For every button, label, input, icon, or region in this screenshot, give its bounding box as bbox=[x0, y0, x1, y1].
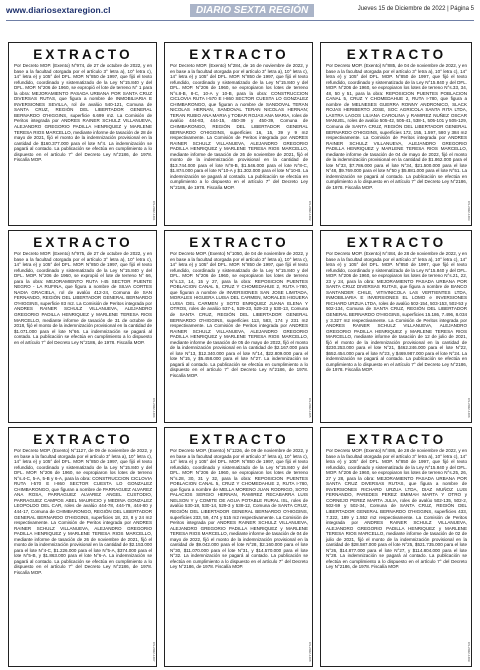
notice-title: EXTRACTO bbox=[33, 47, 133, 62]
notice-extracto bbox=[8, 230, 157, 423]
notice-extracto bbox=[8, 42, 157, 226]
notice-body: Por Decreto MOP. (Exento) N°284, de 16 de noviembre de 2022, y en base a la facultad otorgada por el artículo 3° letra a), 10° letra c), 14° letra e) y 105° del DFL. MOP. N°850 de 1997, que fijó el texto refundido, coordinado y sistematizado de la Ley N°15.840 y del DFL. MOP. N°206 de 1960, se expropiaron los lotes de terreno N°s.8-B, 8-C, 10-A y 10-B, para la obra: CONSTRUCCION CICLOVIA RUTA I-570 E I-860 SECTOR CUESTA LO GONZALEZ CHIMBARONGO, que figuran a nombre de SANDOVAL TERAN NICOLAS HERNAN, SANDOVAL TERAN NICOLAS HERNAN; TERAN RUBIO ANA MARIA y TOBAR ROJAS ANA MARIA, roles de avalúo 444-83, 444-15, 450-39 y 450-39, Comuna de CHIMBARONGO, REGIÓN DEL LIBERTADOR GENERAL BERNARDO O'HIGGINS, superficies 16, 15, 39 y 9 m2 respectivamente. La Comisión de Peritos integrada por ANDRES RAINER SCHULZ VILLANUEVA, ALEJANDRO GREGORIO PADILLA HENRIQUEZ y MARLENE TERESA RIOS MARCELLO, mediante informe de tasación de 26 de noviembre de 2021, fijó el monto de la indemnización provisional en la cantidad de $13.744.000 para el lote N°8-B, $1.546.000 para el lote N°8-C, $1.874.000 para el lote N°10-A y $1.302.000 para el lote N°10-B. La indemnización se pagará al contado. La publicación se efectúa en cumplimiento a lo dispuesto en el artículo 7° del Decreto Ley N°2186, de 1978. Fiscalía MOP. bbox=[170, 63, 308, 191]
notice-body: Por Decreto MOP. (Exento) N°486, de 28 de noviembre de 2022, y en base a la facultad otorgada por el artículo 3° letra a), 10° letra c), 14° letra e) y 105° del DFL. MOP. N°850 de 1997, que fijó el texto refundido, coordinado y sistematizado de la Ley N°15.840 y del DFL. MOP. N°206 de 1960, se expropiaron los lotes de terreno N°s.25, 26, 27 y 28, para la obra: MEJORAMIENTO PASADA URBANA POR SANTA CRUZ DIVERSAS RUTAS, que figura a nombre de INVERSIONES RICHARD URZUA LTDA, DIAZ MUÑOZ LUIS FERNANDO, PAREDES PEREZ EMIMAH MARTA Y OTRO y CORNEJO PEREZ MARTA JULIA, roles de avalúo 502-135, 502-2, 502-59 y 502-34, Comuna de SANTA CRUZ, REGIÓN DEL LIBERTADOR GENERAL BERNARDO O'HIGGINS, superficies 433, 7.322, 189 y 1.552 m2 respectivamente. La Comisión de Peritos integrada por ANDRES RAINER SCHULZ VILLANUEVA, ALEJANDRO GREGORIO PADILLA HENRIQUEZ y MARLENE TERESA RIOS MARCELLO, mediante informe de tasación de 02 de julio de 2021, fijó el monto de la indemnización provisional en la cantidad de $28.587.000 para el lote N°25, $521.735.000 para el lote N°26, $14.877.000 para el lote N°27, y $114.804.000 para el lote N°28. La indemnización se pagará al contado. La publicación se efectúa en cumplimiento a lo dispuesto en el artículo 7° del Decreto Ley N°2186, de 1978. Fiscalía MOP. bbox=[326, 448, 467, 570]
notice-extracto bbox=[164, 427, 313, 667]
notice-body: Por Decreto MOP. (Exento) N°885, de 04 de noviembre de 2022, y en base a la facultad otorgada por el artículo 3° letra a), 10° letra c), 14° letra e) y 105° del DFL. MOP. N°850 de 1997, que fijó el texto refundido, coordinado y sistematizado de la Ley N°15.840 y del DFL. MOP. N°206 de 1960, se expropiaron los lotes de terreno N°s.33, 34, 48, 50 y 51, para la obra: REPOSICION PUENTES POBLACION CANAL 5, CRUZ Y CHOMEDAHUE 2, RUTA I-780, que figura a nombre de MELNESES GUERRA RONNY ANDRONICO, SLACK ROJAS HERIBERTO JOSE, SOC AGRICOLA SANTA RITA LTDA, LASTRA LAGOS LILIANA CAROLINA y RAMIREZ NUÑEZ OSCAR MANUEL, roles de avalúo 505-42, 505-41, 538-1, 505-101 y 505-129, Comuna de SANTA CRUZ, REGIÓN DEL LIBERTADOR GENERAL BERNARDO O'HIGGINS, superficies 172, 155, 1.597, 580 y 384 m2 respectivamente. La Comisión de Peritos integrada por ANDRES RAINER SCHULZ VILLANUEVA, ALEJANDRO GREGORIO PADILLA HENRIQUEZ y MARLENE TERESA RIOS MARCELLO, mediante informe de tasación de 04 de mayo de 2022, fijó el monto de la indemnización provisional en la cantidad de $1.862.000 para el lote N°33, $7.786.000 para el lote N°34, $21.500.000 para el lote N°48, $9.769.000 para el lote N°50 y $5.881.000 para el lote N°51. La indemnización se pagará al contado. La publicación se efectúa en cumplimiento a lo dispuesto en el artículo 7° del Decreto Ley N°2186, de 1978. Fiscalía MOP. bbox=[326, 63, 467, 191]
notice-extracto bbox=[164, 42, 313, 226]
notice-body: Por Decreto MOP. (Exento) N°1226, de 09 de noviembre de 2022, y en base a la facultad otorgada por el artículo 3° letra a), 10° letra c), 14° letra e) y 105° del DFL. MOP. N°850 de 1997, que fijó el texto refundido, coordinado y sistematizado de la Ley N°15.840 y del DFL. MOP. N°206 de 1960, se expropiaron los lotes de terreno N°s.28, 30, 31 y 32, para la obra: REPOSICION PUENTES POBLACION CANAL 5, CRUZ Y CHOMEDAHUE 2, RUTA I-780, que figura a nombre de MELLA MORENO JUAN RODRIGO, SOTO PALACIOS SERGIO HERNAN, RAMIREZ RECABARRA LUIS NELSON Y y COMITE DE AGUA POTABLE RURAL ISL, roles de avalúo 530-18, 530-14, 529-3 y 538-12, Comuna de SANTA CRUZ, REGIÓN DEL LIBERTADOR GENERAL BERNARDO O'HIGGINS, superficies 233, 59, 474 y 515 m2 respectivamente. La Comisión de Peritos integrada por ANDRES RAINER SCHULZ VILLANUEVA, ALEJANDRO GREGORIO PADILLA HENRIQUEZ y MARLENE TERESA RIOS MARCELLO, mediante informe de tasación de 04 de mayo de 2022, fijó el monto de la indemnización provisional en la cantidad de $9.042.000 para el lote N°28, $2.160.000 para el lote N°30, $11.070.000 para el lote N°31, y $14.570.000 para el lote N°32. La indemnización se pagará al contado. La publicación se efectúa en cumplimiento a lo dispuesto en el artículo 7° del Decreto Ley N°2186, de 1978. Fiscalía MOP. bbox=[170, 448, 308, 570]
notice-title: EXTRACTO bbox=[346, 47, 447, 62]
page-header bbox=[6, 5, 474, 19]
notice-code: CS-2022-1401 bbox=[152, 201, 156, 221]
notice-extracto bbox=[8, 427, 157, 667]
notice-code: CS-2022-1402 bbox=[308, 201, 312, 221]
notice-code: CS-2022-1404 bbox=[152, 398, 156, 418]
notice-title: EXTRACTO bbox=[33, 432, 133, 447]
notice-title: EXTRACTO bbox=[346, 235, 447, 250]
notice-body: Por Decreto MOP. (Exento) N°974, de 27 de octubre de 2022, y en base a la facultad otorgada por el artículo 3° letra a), 10° letra c), 14° letra e) y 105° del DFL. MOP. N°850 de 1997, que fijó el texto refundido, coordinado y sistematizado de la Ley N°15.840 y del DFL. MOP. N°206 de 1960, se expropió el lote de terreno N° 1 para la obra: MEJORAMIENTO PASADA URBANA POR SANTA CRUZ DIVERSAS RUTAS, que figura a nombre de INMOBILIARIA E INVERSIONES SEVILLA, rol de avalúo 540-121, Comuna de SANTA CRUZ, REGIÓN DEL LIBERTADOR GENERAL BERNARDO O'HIGGINS, superficie 6.699 m2. La Comisión de Peritos integrada por ANDRES RAINER SCHULZ VILLANUEVA, ALEJANDRO GREGORIO PADILLA HENRIQUEZ y MARLENE TERESA RIOS MARCELLO, mediante informe de tasación de 28 de mayo de 2021, fijó el monto de la indemnización provisional en la cantidad de $160.377.000 para el lote N°4. La indemnización se pagará al contado. La publicación se efectúa en cumplimiento a lo dispuesto en el artículo 7° del Decreto Ley N°2186, de 1978. Fiscalía MOP. bbox=[14, 63, 152, 163]
notice-title: EXTRACTO bbox=[33, 235, 133, 250]
notice-extracto bbox=[164, 230, 313, 423]
notice-code: CS-2022-1405 bbox=[308, 398, 312, 418]
notice-code: CS-2022-1403 bbox=[467, 201, 471, 221]
notice-title: EXTRACTO bbox=[189, 47, 289, 62]
notice-title: EXTRACTO bbox=[346, 432, 447, 447]
site-url[interactable]: www.diariosextaregion.cl bbox=[6, 5, 111, 15]
date-and-page: Jueves 15 de Diciembre de 2022 | Página 5 bbox=[357, 6, 474, 12]
notice-code: CS-2022-1409 bbox=[467, 642, 471, 662]
notice-extracto bbox=[320, 427, 472, 667]
notice-code: CS-2022-1408 bbox=[308, 642, 312, 662]
notice-extracto bbox=[320, 42, 472, 226]
newspaper-name: DIARIO SEXTA REGIÓN bbox=[190, 4, 314, 17]
notice-body: Por Decreto MOP. (Exento) N°975, de 27 de octubre de 2022, y en base a la facultad otorgada por el artículo 3° letra a), 10° letra c), 14° letra e) y 105° del DFL. MOP. N°850 de 1997, que fijó el texto refundido, coordinado y sistematizado de la Ley N°15.840 y del DFL. MOP. N°206 de 1960, se expropió el lote de terreno N° 66, para la obra: MEJORAMIENTO RUTA I-45 SECTOR PUENTE NEGRO - LA RUFINA, que figura a nombre de SILVA CORTES NADIA GRACIELA, rol de avalúo 412-24, Comuna de SAN FERNANDO, REGIÓN DEL LIBERTADOR GENERAL BERNARDO O'HIGGINS, superficie 83 m2. La Comisión de Peritos integrada por ANDRES RAINER SCHULZ VILLANUEVA, ALEJANDRO GREGORIO PADILLA HENRIQUEZ y MARLENE TERESA RIOS MARCELLO, mediante informe de tasación de 31 de octubre de 2018, fijó el monto de la indemnización provisional en la cantidad de $1.071.000 para el lote N°66. La indemnización se pagará al contado. La publicación se efectúa en cumplimiento a lo dispuesto en el artículo 7° del Decreto Ley N°2186, de 1978. Fiscalía MOP. bbox=[14, 251, 152, 345]
notice-title: EXTRACTO bbox=[189, 432, 289, 447]
header-rule bbox=[6, 20, 474, 21]
notice-body: Por Decreto MOP. (Exento) N°484, de 28 de noviembre de 2022, y en base a la facultad otorgada por el artículo 3° letra a), 10° letra c), 14° letra e) y 105° del DFL. MOP. N°850 de 1997, que fijó el texto refundido, coordinado y sistematizado de la Ley N°15.840 y del DFL. MOP. N°206 de 1960, se expropiaron los lotes de terreno N°s.21, 22, 23 y 24, para la obra: MEJORAMIENTO PASADA URBANA POR SANTA CRUZ DIVERSAS RUTAS, que figura a nombre de BANCO SANTANDER CHILE, VITIVINICOLA LAS VERTIENTES LTDA, INMOBILIARIA E INVERSIONES EL LOMO e INVERSIONES RICHARD URZUA LTDA, roles de avalúo 502-154, 503-153, 502-53 y 502-134, Comuna de SANTA CRUZ, REGIÓN DEL LIBERTADOR GENERAL BERNARDO O'HIGGINS, superficies 15.186, 7.496, 8.034 y 3.327 m2 respectivamente. La Comisión de Peritos integrada por ANDRES RAINER SCHULZ VILLANUEVA, ALEJANDRO GREGORIO PADILLA HENRIQUEZ y MARLENE TERESA RIOS MARCELLO, mediante informe de tasación de 12 de julio de 2021, fijó el monto de la indemnización provisional en la cantidad de $230.253.000 para el lote N°21, $462.246.000 para el lote N°22, $652.454.000 para el lote N°23, y $469.987.000 para el lote N°24. La indemnización se pagará al contado. La publicación se efectúa en cumplimiento a lo dispuesto en el artículo 7° del Decreto Ley N°2186, de 1978. Fiscalía MOP. bbox=[326, 251, 467, 373]
notice-code: CS-2022-1407 bbox=[152, 642, 156, 662]
notice-body: Por Decreto MOP. (Exento) N°1127, de 09 de noviembre de 2022, y en base a la facultad otorgada por el artículo 3° letra a), 10° letra c), 14° letra e) y 105° del DFL. MOP. N°850 de 1997, que fijó el texto refundido, coordinado y sistematizado de la Ley N°15.840 y del DFL. MOP. N°206 de 1960, se expropiaron los lotes de terreno N°s.4-C, 5-A, 5-B y 6-A, para la obra: CONSTRUCCION CICLOVIA RUTA I-570 E I-860 SECTOR CUESTA LO GONZALEZ CHIMBARONGO, que figuran a nombre de PARRAGUEZ ALVAREZ ANA ROSA, PARRAGUEZ ALVAREZ ANGEL CUSTODIO, PARRAGUEZ CAMPOS ABEL MAURICIO y MEDINA GONZALEZ LEOPOLDO DEL CAR, roles de avalúo 444-78, 444-79, 444-80 y 444-17, Comuna de CHIMBARONGO, REGIÓN DEL LIBERTADOR GENERAL BERNARDO O'HIGGINS, superficies 18, 23, 8 y 24 m2 respectivamente. La Comisión de Peritos integrada por ANDRES RAINER SCHULZ VILLANUEVA, ALEJANDRO GREGORIO PADILLA HENRIQUEZ y MARLENE TERESA RIOS MARCELLO, mediante informe de tasación de 26 de noviembre de 2021, fijó el monto de la indemnización provisional en la cantidad de $2.153.000 para el lote N°4-C, $1.226.000 para el lote N°5-A, $374.000 para el lote N°5-B, y $1.863.000 para el lote N°6-A. La indemnización se pagará al contado. La publicación se efectúa en cumplimiento a lo dispuesto en el artículo 7° del Decreto Ley N°2186, de 1978. Fiscalía MOP. bbox=[14, 448, 152, 576]
notice-code: CS-2022-1406 bbox=[467, 398, 471, 418]
notice-title: EXTRACTO bbox=[189, 235, 289, 250]
notice-extracto bbox=[320, 230, 472, 423]
notice-body: Por Decreto MOP. (Exento) N°1050, de 04 de noviembre de 2022, y en base a la facultad otorgada por el artículo 3° letra a), 10° letra c), 14° letra e) y 105° del DFL. MOP. N°850 de 1997, que fijó el texto refundido, coordinado y sistematizado de la Ley N°15.840 y del DFL. MOP. N°206 de 1960, se expropiaron los lotes de terreno N°s.13, 14, 15 y 27, para la obra: REPOSICION PUENTES POBLACION CANAL 5, CRUZ Y CHOMEDAHUE 2, RUTA I-780, que figuran a nombre de INVERSIONES SAN JOSE LIMITADA, MORALES HIGUERA LUISA DEL CARMEN, MORALES HIGUERA LUISA DEL CARMEN y SOTO ENRIQUEZ JUANA ELENA Y OTROS, roles de avalúo 537-1, 529-23, 529-23 y 530-13, Comuna de SANTA CRUZ, REGIÓN DEL LIBERTADOR GENERAL BERNARDO O'HIGGINS, superficies 113, 583, 174 y 231 m2 respectivamente. La Comisión de Peritos integrada por ANDRES RAINER SCHULZ VILLANUEVA, ALEJANDRO GREGORIO PADILLA HENRIQUEZ y MARLENE TERESA RIOS MARCELLO, mediante informe de tasación de 05 de mayo de 2022, fijó el monto de la indemnización provisional en la cantidad de $2.167.000 para el lote N°13, $12.340.000 para el lote N°14, $22.809.000 para el lote N°15, y $5.458.000 para el lote N°27. La indemnización se pagará al contado. La publicación se efectúa en cumplimiento a lo dispuesto en el artículo 7° del Decreto Ley N°2186, de 1978. Fiscalía MOP. bbox=[170, 251, 308, 379]
